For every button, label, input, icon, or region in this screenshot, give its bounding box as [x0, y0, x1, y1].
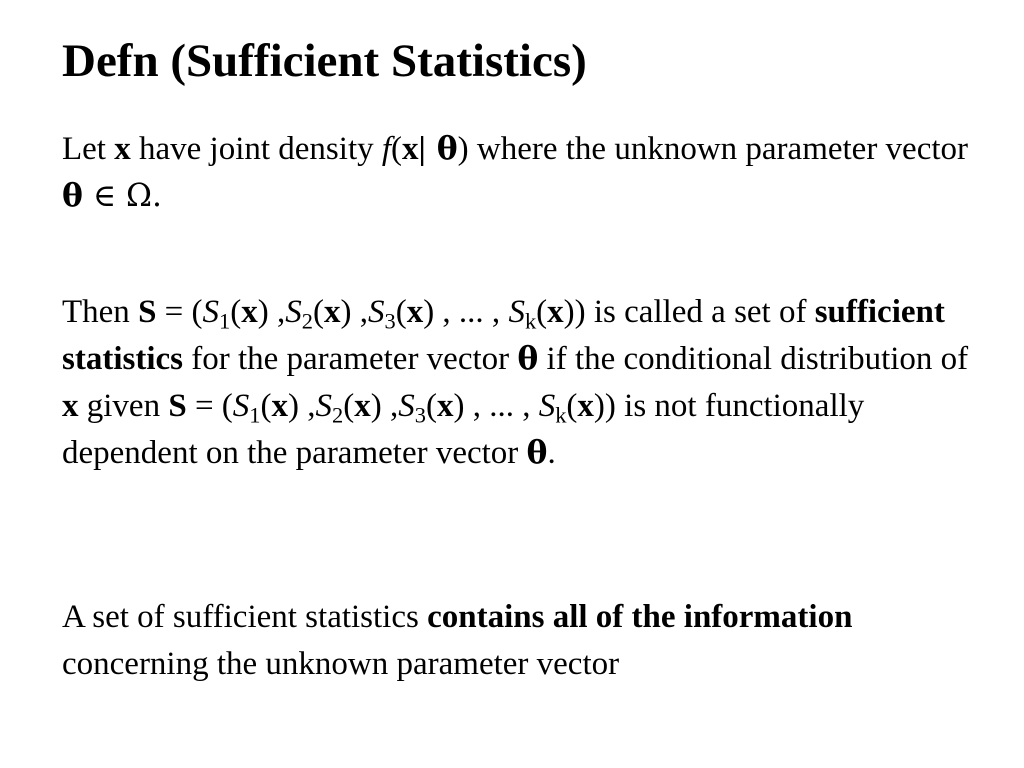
- vector-x: x: [323, 294, 341, 330]
- term-sufficient-statistics: sufficient statistics: [62, 294, 945, 377]
- function-f: f: [381, 131, 392, 167]
- text: (: [343, 388, 355, 424]
- text: = (: [186, 388, 233, 424]
- text: for the parameter vector: [182, 341, 518, 377]
- theta-symbol: θ: [517, 341, 539, 377]
- vector-x: x: [436, 388, 454, 424]
- stat-S: S: [315, 388, 333, 424]
- vector-x: x: [114, 131, 131, 167]
- text: A set of sufficient statistics: [62, 599, 428, 635]
- theta-symbol: θ: [62, 178, 83, 214]
- text: ) ,: [340, 294, 368, 330]
- subscript: k: [555, 402, 567, 428]
- stat-S: S: [202, 294, 220, 330]
- emphasis-text: contains all of the information: [427, 599, 853, 635]
- text: ) ,: [370, 388, 399, 424]
- subscript: 1: [219, 308, 231, 334]
- text: ) , ... ,: [423, 294, 509, 330]
- paragraph-joint-density: [62, 126, 982, 220]
- vector-x: x: [271, 388, 289, 424]
- stat-S: S: [232, 388, 250, 424]
- text: )) is called a set of: [563, 294, 815, 330]
- text: )) is not functionally dependent on the parameter vector: [62, 388, 865, 471]
- text: concerning the unknown parameter vector: [62, 646, 620, 682]
- stat-S: S: [367, 294, 385, 330]
- text: ) , ... ,: [453, 388, 539, 424]
- vector-x: x: [547, 294, 564, 330]
- text: Then: [62, 294, 139, 330]
- vector-x: x|: [402, 131, 426, 167]
- text: have joint density: [130, 131, 382, 167]
- subscript: 3: [384, 308, 396, 334]
- paragraph-definition: [62, 289, 982, 477]
- theta-symbol: θ: [526, 435, 548, 471]
- vector-x: x: [406, 294, 424, 330]
- text: (: [391, 131, 403, 167]
- subscript: k: [524, 308, 537, 334]
- text: ∈ Ω.: [82, 178, 162, 214]
- vector-x: x: [577, 388, 594, 424]
- text: (: [260, 388, 272, 424]
- text: = (: [156, 294, 203, 330]
- text: (: [230, 294, 242, 330]
- vector-x: x: [62, 388, 79, 424]
- stat-S: S: [538, 388, 556, 424]
- subscript: 2: [332, 402, 344, 428]
- text: if the conditional distribution of: [538, 341, 969, 377]
- vector-x: x: [354, 388, 371, 424]
- text: .: [547, 435, 556, 471]
- stat-S: S: [398, 388, 415, 424]
- subscript: 1: [249, 402, 261, 428]
- slide-title: Defn (Sufficient Statistics): [62, 35, 587, 87]
- stat-S: S: [508, 294, 525, 330]
- vector-S: S: [168, 388, 187, 424]
- text: (: [425, 388, 437, 424]
- paragraph-information: [62, 594, 982, 688]
- text: ) where the unknown parameter vector: [457, 131, 969, 167]
- text: (: [536, 294, 548, 330]
- text: given: [78, 388, 169, 424]
- text: (: [312, 294, 324, 330]
- text: (: [395, 294, 407, 330]
- theta-symbol: θ: [425, 131, 458, 167]
- subscript: 3: [414, 402, 426, 428]
- vector-x: x: [241, 294, 258, 330]
- text: ) ,: [257, 294, 286, 330]
- stat-S: S: [285, 294, 302, 330]
- subscript: 2: [301, 308, 313, 334]
- text: (: [566, 388, 578, 424]
- text: Let: [62, 131, 115, 167]
- text: ) ,: [288, 388, 316, 424]
- vector-S: S: [138, 294, 157, 330]
